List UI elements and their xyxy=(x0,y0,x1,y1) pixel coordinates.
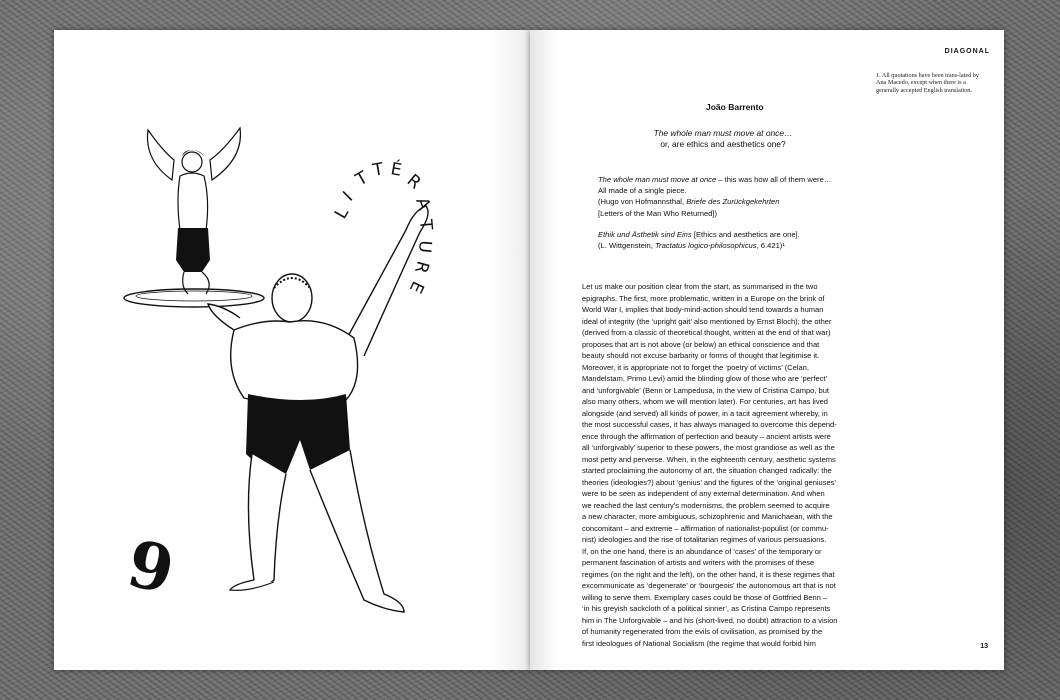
tray-icon xyxy=(124,289,264,307)
body-line: all ‘unforgivably’ superior to these powers, the most grandiose as well as the xyxy=(582,443,835,452)
lettering-a: A xyxy=(411,194,435,213)
body-line: regimes (on the right and the left), on the other hand, it is these regimes that xyxy=(582,569,835,579)
body-line: willing to serve them. Exemplary cases could be those of Gottfried Benn – xyxy=(582,592,828,602)
epigraph-2-line-2: (L. Wittgenstein, Tractatus logico-philosophicus, 6.421)¹ xyxy=(598,241,785,251)
illustration-number: 9 xyxy=(121,526,181,610)
epigraphs xyxy=(598,174,858,251)
body-line: of humanity regenerated from the evils of civilisation, as promised by the xyxy=(582,627,823,636)
lettering-e-accent: É xyxy=(389,159,404,181)
author-name: João Barrento xyxy=(706,102,764,112)
right-leg-icon xyxy=(310,450,404,612)
body-line: also many others, whom we will mention later). For centuries, art has lived xyxy=(582,397,828,406)
lettering-t3: T xyxy=(415,218,436,231)
body-line: most petty and perverse. When, in the eighteenth century, aesthetic systems xyxy=(582,454,836,464)
body-line: Let us make our position clear from the start, as summarised in the two xyxy=(582,282,818,291)
body-line: concomitant – and extreme – affirmation of nationalist-populist (or commu- xyxy=(582,523,829,533)
left-page xyxy=(54,30,530,670)
article-body xyxy=(582,281,882,649)
body-line: first ideologues of National Socialism (the regime that would forbid him xyxy=(582,638,816,648)
body-line: we reached the last century’s modernisms, the problem seemed to acquire xyxy=(582,500,830,510)
illustration xyxy=(114,110,474,630)
body-line: If, on the one hand, there is an abundance of ‘cases’ of the temporary or xyxy=(582,546,822,556)
subtitle-line-2: or, are ethics and aesthetics one? xyxy=(660,139,786,149)
body-line: nist) ideologies and the rise of totalitarian regimes of various persuasions. xyxy=(582,535,827,544)
right-page xyxy=(530,30,1004,670)
lettering-t1: T xyxy=(352,167,372,191)
angel-head-icon xyxy=(182,152,202,172)
angel-shorts-icon xyxy=(176,228,210,272)
left-leg-icon xyxy=(248,454,286,584)
lettering-r2: R xyxy=(410,258,433,276)
body-line: and ‘unforgivable’ (Benn or Lampedusa, in the view of Cristina Campo, but xyxy=(582,385,829,395)
article-subtitle xyxy=(648,128,798,150)
body-line: alongside (and served) all kinds of power, in a tacit agreement whereby, in xyxy=(582,408,828,418)
body-line: permanent fascination of artists and writers with the promises of these xyxy=(582,558,815,567)
body-line: a new character, more ambiguous, schizophrenic and Manichaean, with the xyxy=(582,512,833,521)
subtitle-line-1: The whole man must move at once… xyxy=(653,128,793,138)
body-line: ideal of integrity (the ‘upright gait’ also mentioned by Ernst Bloch); the other xyxy=(582,316,832,326)
left-wing-icon xyxy=(148,130,175,180)
body-line: Mandelstam, Primo Levi) amid the blinding glow of those who are ‘perfect’ xyxy=(582,374,828,383)
lettering-u: U xyxy=(413,239,435,254)
body-line: were to be seen as independent of any external determination. And when xyxy=(582,489,825,498)
body-line: ence through the affirmation of perfection and beauty – ancient artists were xyxy=(582,431,831,441)
strongman-head-icon xyxy=(272,274,312,322)
lettering-l: L xyxy=(331,204,354,223)
body-line: the most successful cases, it has always managed to overcome this depend- xyxy=(582,420,837,429)
body-line: World War I, implies that body-mind-action should tend towards a human xyxy=(582,305,824,314)
lettering-r1: R xyxy=(402,170,425,194)
epigraph-1-line-1: The whole man must move at once – this was how all of them were… xyxy=(598,175,832,184)
body-line: epigraphs. The first, more problematic, written in a Europe on the brink of xyxy=(582,293,825,303)
lettering-t2: T xyxy=(371,159,386,181)
footnote: 1. All quotations have been trans-lated by Ana Macedo, except when there is a generally accepted English translation. xyxy=(876,72,979,94)
lettering-i1: I xyxy=(339,187,358,206)
body-line: theories (ideologies?) about ‘genius’ and the figures of the ‘original geniuses’ xyxy=(582,477,837,487)
right-wing-icon xyxy=(210,128,240,180)
body-line: Moreover, it is appropriate not to forget the ‘poetry of victims’ (Celan, xyxy=(582,362,809,372)
epigraph-1-line-4: [Letters of the Man Who Returned]) xyxy=(598,208,718,218)
body-line: beauty should not excuse barbarity or forms of thought that legitimise it. xyxy=(582,351,820,360)
strongman-torso-icon xyxy=(231,321,358,405)
body-line: him in The Unforgivable – and his (short-lived, no doubt) attraction to a vision xyxy=(582,615,838,625)
body-line: ‘in his greyish sackcloth of a political sinner’, as Cristina Campo represents xyxy=(582,604,831,613)
body-line: excommunicate as ‘degenerate’ or ‘bourgeois’ the autonomous art that is not xyxy=(582,581,836,590)
section-header: DIAGONAL xyxy=(944,48,990,55)
epigraph-1-line-3: (Hugo von Hofmannsthal, Briefe des Zurückgekehrten xyxy=(598,197,780,207)
body-line: (derived from a classic of theoretical thought, written at the end of that war) xyxy=(582,328,831,337)
lettering-e: E xyxy=(404,277,428,297)
epigraph-2-line-1: Ethik und Ästhetik sind Eins [Ethics and aesthetics are one]. xyxy=(598,229,800,239)
body-line: started proclaiming the autonomy of art, the situation changed radically: the xyxy=(582,466,832,475)
body-line: proposes that art is not above (or below) an ethical conscience and that xyxy=(582,339,820,349)
page-number: 13 xyxy=(980,643,988,650)
epigraph-1-line-2: All made of a single piece. xyxy=(598,186,687,196)
